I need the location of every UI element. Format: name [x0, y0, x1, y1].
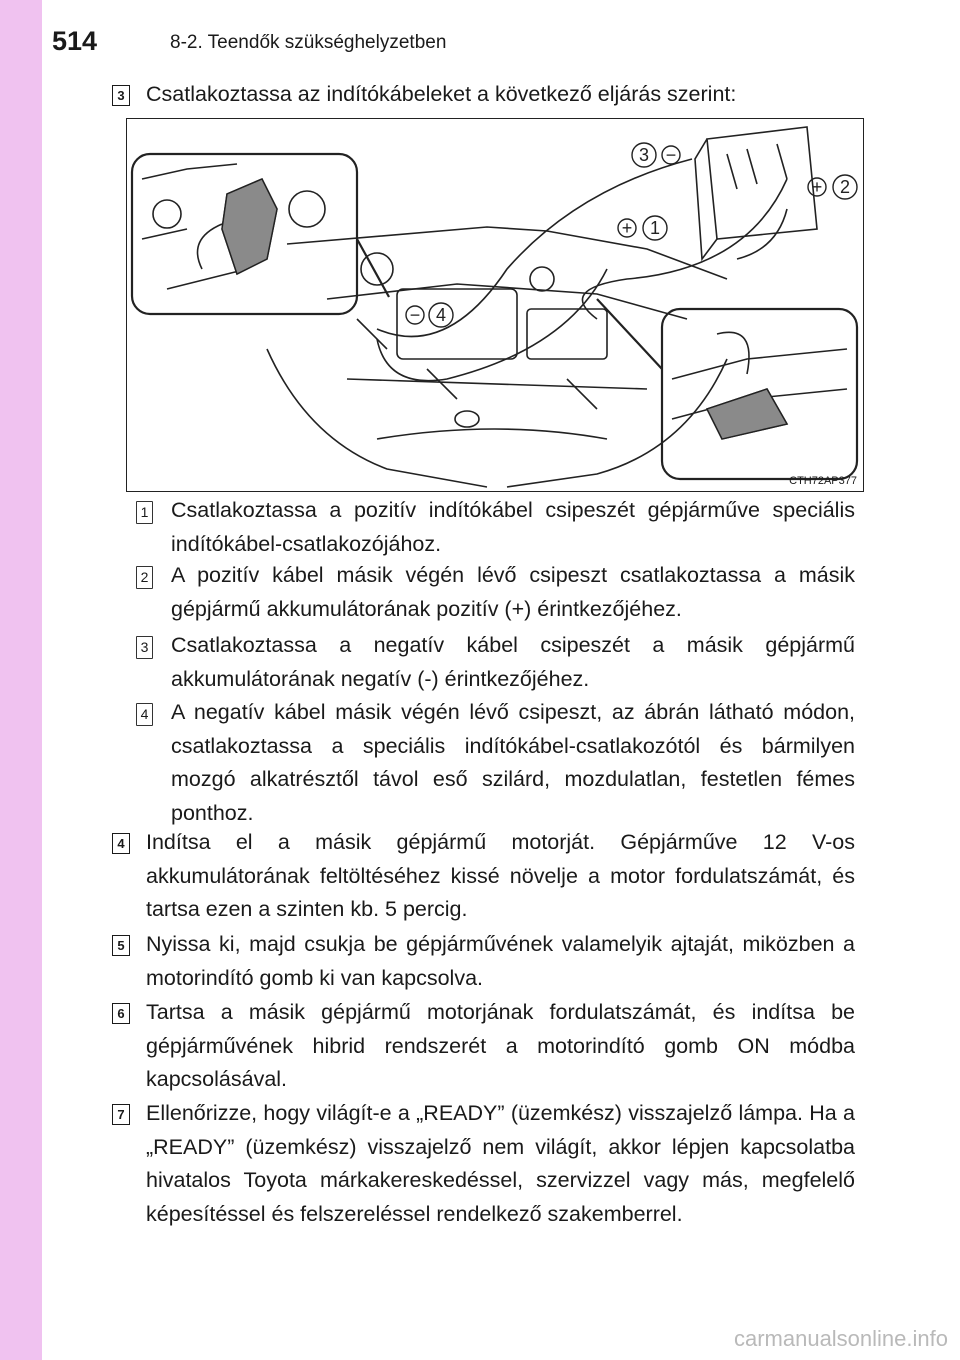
substep-number-badge: 1: [136, 501, 153, 524]
step-text: Tartsa a másik gépjármű motorjának fordulatszámát, és indítsa be gépjárművének hibrid rendszerét a motorindító gomb ON módba kapcsolásával.: [146, 1000, 855, 1091]
jump-start-figure: [126, 118, 864, 492]
substep-number-badge: 3: [136, 636, 153, 659]
chapter-title: 8-2. Teendők szükséghelyzetben: [170, 32, 447, 53]
step-item: [112, 826, 855, 927]
step-text: Csatlakoztassa az indítókábeleket a következő eljárás szerint:: [146, 82, 737, 106]
watermark-link[interactable]: carmanualsonline.info: [733, 1326, 948, 1351]
callout-4-number: 4: [435, 305, 447, 325]
step-item: [112, 996, 855, 1097]
step-number-badge: 3: [112, 85, 130, 106]
callout-1-sign: +: [621, 218, 633, 238]
step-number-badge: 5: [112, 935, 130, 956]
step-number-badge: 7: [112, 1104, 130, 1125]
substep-text: Csatlakoztassa a pozitív indítókábel csipeszét gépjárműve speciális indítókábel-csatlakozójához.: [171, 498, 855, 556]
step-text: Nyissa ki, majd csukja be gépjárművének valamelyik ajtaját, miközben a motorindító gomb ki van kapcsolva.: [146, 932, 855, 990]
step-text: Indítsa el a másik gépjármű motorját. Gépjárműve 12 V-os akkumulátorának feltöltéséhez kissé növelje a motor fordulatszámát, és tartsa ezen a szinten kb. 5 percig.: [146, 830, 855, 921]
callout-2-number: 2: [839, 177, 851, 197]
callout-3-sign: −: [665, 145, 677, 165]
section-color-bar: [0, 0, 42, 1360]
substep-number-badge: 2: [136, 566, 153, 589]
step-item: [112, 928, 855, 995]
substep-text: A negatív kábel másik végén lévő csipeszt, az ábrán látható módon, csatlakoztassa a speciális indítókábel-csatlakozótól és bármilyen mozgó alkatrésztől távol eső szilárd, mozdulatlan, festetlen fémes ponthoz.: [171, 700, 855, 825]
substep-item: [136, 494, 855, 561]
callout-4-sign: −: [409, 305, 421, 325]
substep-number-badge: 4: [136, 703, 153, 726]
substep-item: [136, 629, 855, 696]
callout-2-sign: +: [811, 177, 823, 197]
step-number-badge: 4: [112, 833, 130, 854]
step-text: Ellenőrizze, hogy világít-e a „READY” (üzemkész) visszajelző lámpa. Ha a „READY” (üzemkész) visszajelző nem világít, akkor lépjen kapcsolatba hivatalos Toyota márkakereskedéssel, szervizzel vagy más, megfelelő képesítéssel és felszereléssel rendelkező szakemberrel.: [146, 1101, 855, 1226]
substep-text: A pozitív kábel másik végén lévő csipeszt csatlakoztassa a másik gépjármű akkumulátorának pozitív (+) érintkezőjéhez.: [171, 563, 855, 621]
callout-3-number: 3: [638, 145, 650, 165]
step-item: [112, 78, 855, 112]
engine-bay-illustration: [127, 119, 863, 491]
step-item: [112, 1097, 855, 1231]
step-number-badge: 6: [112, 1003, 130, 1024]
page-number: 514: [52, 26, 98, 56]
figure-code: CTH72AP377: [789, 475, 857, 487]
callout-1-number: 1: [649, 218, 661, 238]
substep-item: [136, 696, 855, 830]
substep-text: Csatlakoztassa a negatív kábel csipeszét a másik gépjármű akkumulátorának negatív (-) érintkezőjéhez.: [171, 633, 855, 691]
substep-item: [136, 559, 855, 626]
